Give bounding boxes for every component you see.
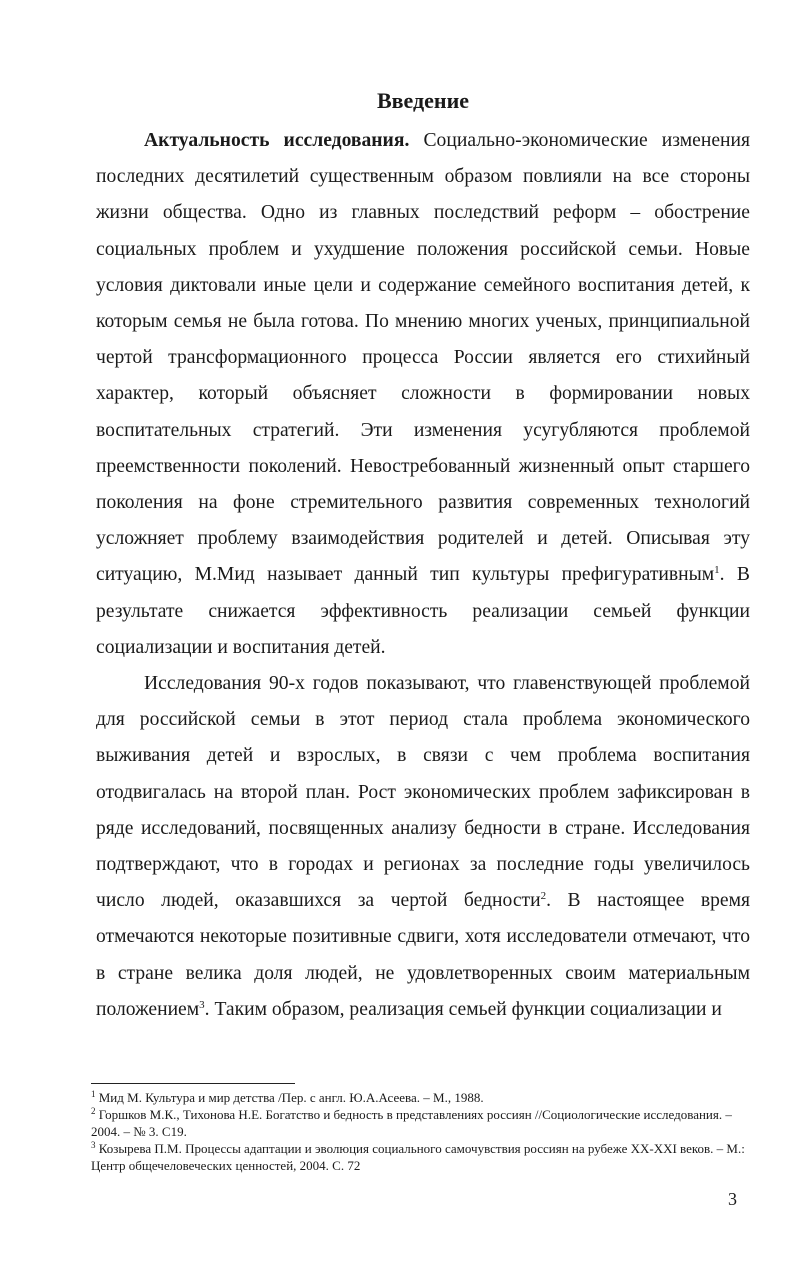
footnote-divider bbox=[91, 1083, 295, 1084]
paragraph-text: . В результате снижается эффективность реализации семьей функции социализации и воспитания детей. bbox=[96, 564, 750, 658]
page-number: 3 bbox=[728, 1189, 737, 1209]
footnote-ref: 3 bbox=[199, 998, 205, 1011]
footnotes bbox=[91, 1089, 761, 1174]
footnote-text: Мид М. Культура и мир детства /Пер. с англ. Ю.А.Асеева. – М., 1988. bbox=[95, 1090, 484, 1105]
footnote-ref: 2 bbox=[540, 890, 547, 903]
relevance-heading: Актуальность исследования. bbox=[144, 130, 410, 151]
paragraph-relevance bbox=[96, 123, 750, 666]
paragraph-text: . В настоящее время отмечаются некоторые позитивные сдвиги, хотя исследователи отмечают, что в стране велика доля людей, не удовлетворенных своим материальным положением bbox=[96, 890, 750, 1020]
paragraph-text: . Таким образом, реализация семьей функции социализации и bbox=[204, 998, 722, 1020]
paragraph-text: Исследования 90-х годов показывают, что главенствующей проблемой для российской семьи в этот период стала проблема экономического выживания детей и взрослых, в связи с чем проблема воспитания отодвигалась на второй план. Рост экономических проблем зафиксирован в ряде исследований, посвященных анализу бедности в стране. Исследования подтверждают, что в городах и регионах за последние годы увеличилось число людей, оказавшихся за чертой бедности bbox=[96, 673, 750, 912]
footnote-number: 3 bbox=[91, 1140, 96, 1150]
footnote-number: 2 bbox=[91, 1106, 96, 1116]
footnote bbox=[91, 1140, 761, 1174]
footnote-ref: 1 bbox=[714, 564, 720, 577]
paragraph-text: Социально-экономические изменения последних десятилетий существенным образом повлияли на все стороны жизни общества. Одно из главных последствий реформ – обострение социальных проблем и ухудшение положения российской семьи. Новые условия диктовали иные цели и содержание семейного воспитания детей, к которым семья не была готова. По мнению многих ученых, принципиальной чертой трансформационного процесса России является его стихийный характер, который объясняет сложности в формировании новых воспитательных стратегий. Эти изменения усугубляются проблемой преемственности поколений. Невостребованный жизненный опыт старшего поколения на фоне стремительного развития современных технологий усложняет проблему взаимодействия родителей и детей. Описывая эту ситуацию, М.Мид называет данный тип культуры префигуративным bbox=[96, 130, 751, 586]
footnote bbox=[91, 1106, 761, 1140]
body-text bbox=[96, 123, 750, 1028]
footnote-number: 1 bbox=[91, 1089, 96, 1099]
paragraph-research-90s bbox=[96, 666, 750, 1028]
footnote-text: Козырева П.М. Процессы адаптации и эволюция социального самочувствия россиян на рубеже XX-XXI веков. – М.: Центр общечеловеческих ценностей, 2004. С. 72 bbox=[91, 1141, 745, 1173]
footnote bbox=[91, 1089, 761, 1106]
page-title: Введение bbox=[376, 88, 470, 113]
footnote-text: Горшков М.К., Тихонова Н.Е. Богатство и бедность в представлениях россиян //Социологические исследования. – 2004. – № 3. С19. bbox=[91, 1107, 732, 1139]
